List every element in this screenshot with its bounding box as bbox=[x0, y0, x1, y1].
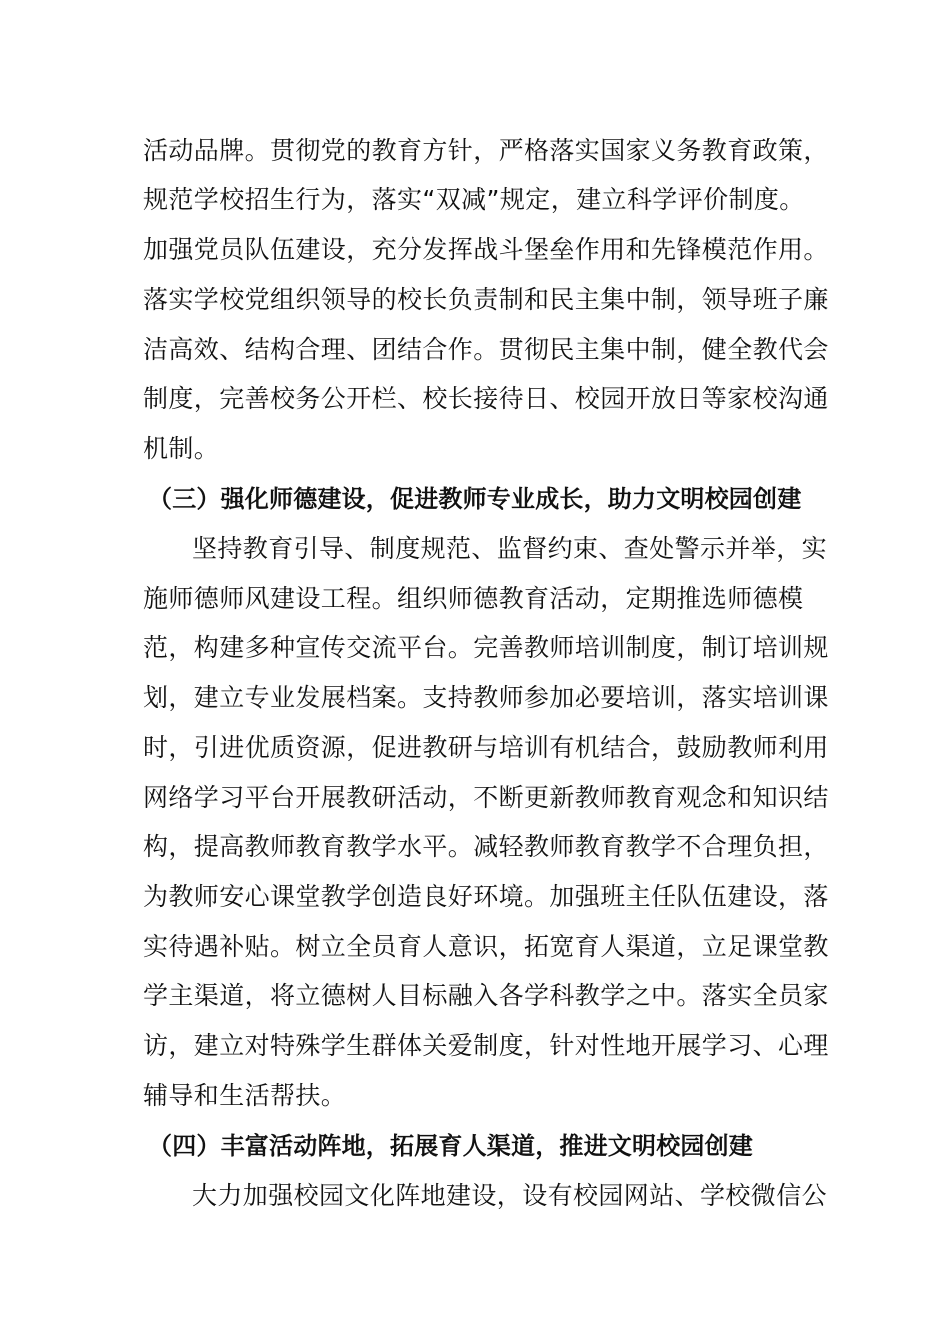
body-text-line: 活动品牌。贯彻党的教育方针，严格落实国家义务教育政策， bbox=[143, 136, 829, 165]
body-text-line: 施师德师风建设工程。组织师德教育活动，定期推选师德模 bbox=[143, 584, 804, 613]
body-text-line: 实待遇补贴。树立全员育人意识，拓宽育人渠道，立足课堂教 bbox=[143, 932, 829, 961]
body-text-line: 范，构建多种宣传交流平台。完善教师培训制度，制订培训规 bbox=[143, 633, 829, 662]
paragraph-first-line: 坚持教育引导、制度规范、监督约束、查处警示并举，实 bbox=[192, 534, 828, 563]
body-text-line: 加强党员队伍建设，充分发挥战斗堡垒作用和先锋模范作用。 bbox=[143, 235, 829, 264]
section-heading-3: （三）强化师德建设，促进教师专业成长，助力文明校园创建 bbox=[148, 485, 802, 513]
body-text-line: 构，提高教师教育教学水平。减轻教师教育教学不合理负担， bbox=[143, 832, 829, 861]
paragraph-first-line: 大力加强校园文化阵地建设，设有校园网站、学校微信公 bbox=[192, 1181, 828, 1210]
body-text-line: 划，建立专业发展档案。支持教师参加必要培训，落实培训课 bbox=[143, 683, 829, 712]
body-text-line: 洁高效、结构合理、团结合作。贯彻民主集中制，健全教代会 bbox=[143, 335, 829, 364]
body-text-line: 辅导和生活帮扶。 bbox=[143, 1081, 347, 1110]
body-text-line: 规范学校招生行为，落实“双减”规定，建立科学评价制度。 bbox=[143, 185, 805, 214]
body-text-line: 为教师安心课堂教学创造良好环境。加强班主任队伍建设，落 bbox=[143, 882, 829, 911]
body-text-line: 网络学习平台开展教研活动，不断更新教师教育观念和知识结 bbox=[143, 783, 829, 812]
body-text-line: 制度，完善校务公开栏、校长接待日、校园开放日等家校沟通 bbox=[143, 384, 829, 413]
body-text-line: 访，建立对特殊学生群体关爱制度，针对性地开展学习、心理 bbox=[143, 1031, 829, 1060]
body-text-line: 时，引进优质资源，促进教研与培训有机结合，鼓励教师利用 bbox=[143, 733, 829, 762]
body-text-line: 落实学校党组织领导的校长负责制和民主集中制，领导班子廉 bbox=[143, 285, 829, 314]
section-heading-4: （四）丰富活动阵地，拓展育人渠道，推进文明校园创建 bbox=[148, 1132, 753, 1160]
body-text-line: 机制。 bbox=[143, 434, 220, 463]
body-text-line: 学主渠道，将立德树人目标融入各学科教学之中。落实全员家 bbox=[143, 981, 829, 1010]
